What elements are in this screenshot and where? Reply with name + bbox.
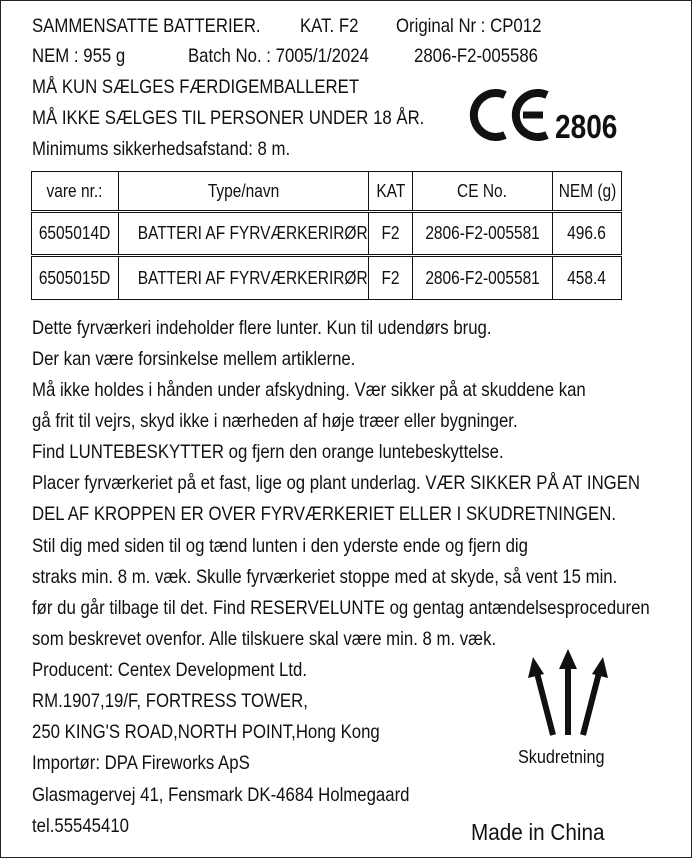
column-header: vare nr.:	[32, 172, 119, 212]
warning-packaging: MÅ KUN SÆLGES FÆRDIGEMBALLERET	[32, 76, 360, 98]
firing-direction-label: Skudretning	[518, 747, 605, 767]
table-header-row	[32, 172, 622, 212]
category: KAT. F2	[300, 15, 359, 37]
producer-name: Producent: Centex Development Ltd.	[32, 659, 308, 681]
table-cell: BATTERI AF FYRVÆRKERIRØR	[119, 212, 369, 256]
ce-certificate-number: 2806-F2-005586	[414, 45, 539, 67]
table-cell: 2806-F2-005581	[413, 256, 553, 300]
product-type: SAMMENSATTE BATTERIER.	[32, 15, 261, 37]
column-header: KAT	[369, 172, 413, 212]
table-cell: 6505015D	[32, 256, 119, 300]
column-header: NEM (g)	[553, 172, 622, 212]
table-cell: F2	[369, 256, 413, 300]
table-cell: BATTERI AF FYRVÆRKERIRØR	[119, 256, 369, 300]
minimum-safety-distance: Minimums sikkerhedsafstand: 8 m.	[32, 138, 291, 160]
producer-address: RM.1907,19/F, FORTRESS TOWER,	[32, 690, 308, 712]
table-cell: 458.4	[553, 256, 622, 300]
table-cell: 2806-F2-005581	[413, 212, 553, 256]
instruction-line: Må ikke holdes i hånden under afskydning. Vær sikker på at skuddene kan	[32, 379, 586, 401]
batch-number: Batch No. : 7005/1/2024	[188, 45, 369, 67]
instruction-line: straks min. 8 m. væk. Skulle fyrværkeriet stoppe med at skyde, så vent 15 min.	[32, 566, 618, 588]
table-cell: 6505014D	[32, 212, 119, 256]
importer-name: Importør: DPA Fireworks ApS	[32, 752, 250, 774]
warning-age: MÅ IKKE SÆLGES TIL PERSONER UNDER 18 ÅR.	[32, 107, 425, 129]
instruction-line: før du går tilbage til det. Find RESERVELUNTE og gentag antændelsesproceduren	[32, 597, 650, 619]
original-number: Original Nr : CP012	[396, 15, 542, 37]
instruction-line: gå frit til vejrs, skyd ikke i nærheden af høje træer eller bygninger.	[32, 410, 518, 432]
product-table	[31, 171, 622, 300]
table-cell: 496.6	[553, 212, 622, 256]
notified-body-number: 2806	[555, 108, 618, 145]
instruction-line: som beskrevet ovenfor. Alle tilskuere skal være min. 8 m. væk.	[32, 628, 497, 650]
instruction-line: Placer fyrværkeriet på et fast, lige og plant underlag. VÆR SIKKER PÅ AT INGEN	[32, 472, 641, 494]
producer-address: 250 KING'S ROAD,NORTH POINT,Hong Kong	[32, 721, 380, 743]
firing-direction-arrows-icon	[523, 649, 613, 741]
instruction-line: Stil dig med siden til og tænd lunten i den yderste ende og fjern dig	[32, 535, 528, 557]
table-cell: F2	[369, 212, 413, 256]
instruction-line: Find LUNTEBESKYTTER og fjern den orange luntebeskyttelse.	[32, 441, 504, 463]
net-explosive-mass: NEM : 955 g	[32, 45, 126, 67]
importer-address: Glasmagervej 41, Fensmark DK-4684 Holmegaard	[32, 784, 410, 806]
table-row	[32, 212, 622, 256]
instruction-line: Der kan være forsinkelse mellem artiklerne.	[32, 348, 356, 370]
ce-mark-icon	[469, 89, 551, 141]
instruction-line: DEL AF KROPPEN ER OVER FYRVÆRKERIET ELLER I SKUDRETNINGEN.	[32, 503, 616, 525]
instruction-line: Dette fyrværkeri indeholder flere lunter. Kun til udendørs brug.	[32, 317, 492, 339]
table-row	[32, 256, 622, 300]
importer-phone: tel.55545410	[32, 815, 129, 837]
column-header: CE No.	[413, 172, 553, 212]
country-of-origin: Made in China	[471, 819, 605, 845]
column-header: Type/navn	[119, 172, 369, 212]
